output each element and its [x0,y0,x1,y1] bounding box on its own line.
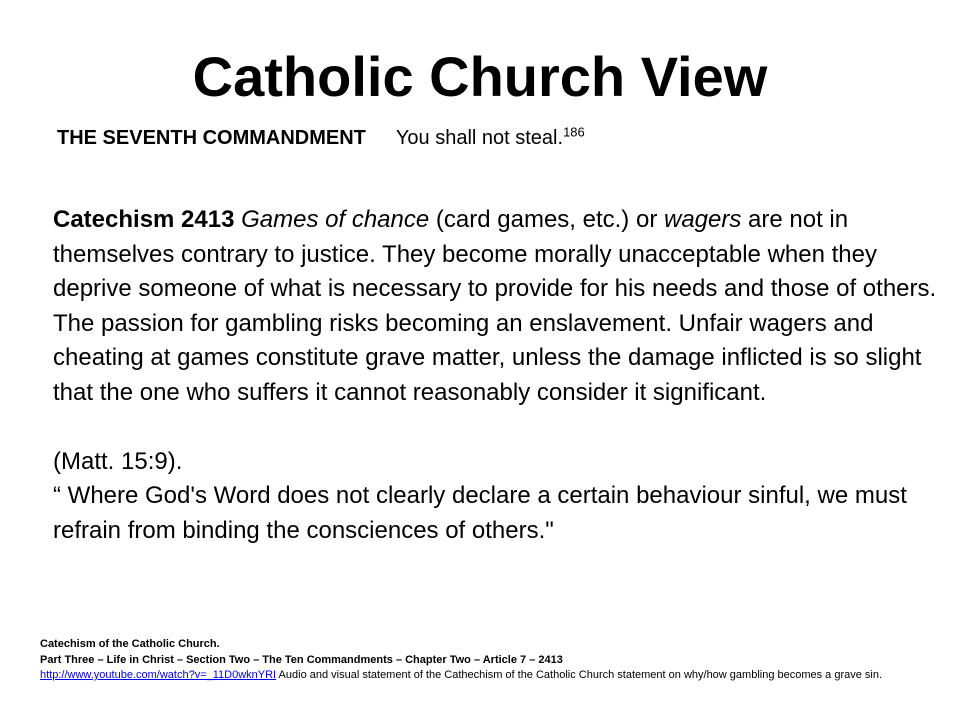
page-title: Catholic Church View [192,45,768,108]
footer-sources [40,637,940,684]
paragraph-spacer [53,410,943,445]
link-description: Audio and visual statement of the Cathechism of the Catholic Church statement on why/how gambling becomes a grave sin. [276,669,883,681]
catechism-label: Catechism 2413 [53,206,235,233]
catechism-italic-wagers: wagers [663,206,742,233]
youtube-link[interactable]: http://www.youtube.com/watch?v=_11D0wknYRI [40,669,277,681]
source-link-line [40,668,940,684]
quote-text: “ Where God's Word does not clearly declare a certain behaviour sinful, we must refrain from binding the consciences of others." [53,482,907,544]
catechism-paragraph [53,203,943,410]
commandment-label: THE SEVENTH COMMANDMENT [57,127,366,149]
commandment-heading [57,124,585,152]
source-title: Catechism of the Catholic Church. [40,638,220,650]
footnote-marker: 186 [563,124,585,140]
catechism-text-1: (card games, etc.) or [429,206,664,233]
source-path: Part Three – Life in Christ – Section Two – The Ten Commandments – Chapter Two – Article 7 – 2413 [40,653,563,666]
commandment-text: You shall not steal. [395,127,564,149]
catechism-italic-games: Games of chance [241,206,430,233]
catechism-text-2: are not in themselves contrary to justice. They become morally unacceptable when they deprive someone of what is necessary to provide for his needs and those of others. The passion for gambling risks becoming an enslavement. Unfair wagers and cheating at games constitute grave matter, unless the damage inflicted is so slight that the one who suffers it cannot reasonably consider it significant. [53,206,937,406]
scripture-reference: (Matt. 15:9). [53,447,183,475]
catechism-passage [53,203,943,548]
